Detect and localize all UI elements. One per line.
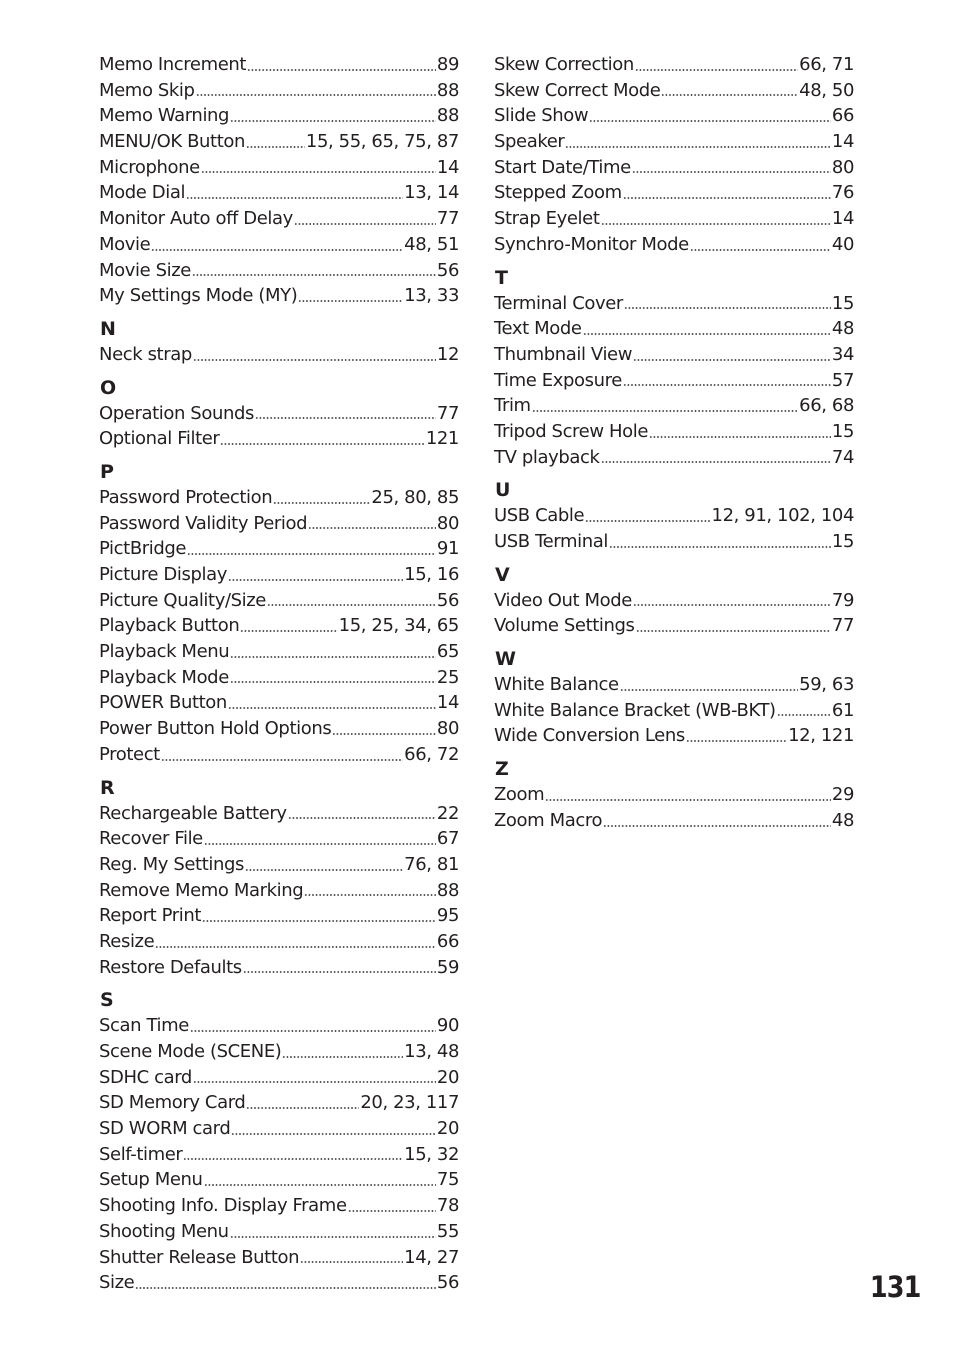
index-page-refs: 66, 68 <box>799 395 854 417</box>
index-letter-heading: R <box>100 776 115 799</box>
dot-leader <box>246 1107 359 1109</box>
dot-leader <box>255 417 436 419</box>
index-entry <box>99 562 459 588</box>
index-term: Skew Correction <box>494 54 634 75</box>
index-term: Speaker <box>494 131 565 153</box>
index-term: Picture Display <box>99 564 227 585</box>
dot-leader <box>246 146 305 148</box>
index-entry <box>494 52 854 78</box>
index-term: Monitor Auto off Delay <box>99 208 293 230</box>
dot-leader <box>620 689 798 691</box>
index-page-refs: 15, 16 <box>404 564 459 585</box>
index-term: Power Button Hold Options <box>99 718 332 740</box>
index-term: Restore Defaults <box>99 956 242 978</box>
index-page-refs: 14 <box>831 131 854 153</box>
index-entry <box>99 103 459 129</box>
dot-leader <box>649 436 831 438</box>
index-entry <box>494 206 854 232</box>
index-entry <box>494 368 854 394</box>
dot-leader <box>240 630 337 632</box>
dot-leader <box>161 759 403 761</box>
index-term: SDHC card <box>99 1066 192 1088</box>
index-page-refs: 59 <box>436 956 459 978</box>
index-term: Playback Button <box>99 615 240 637</box>
index-entry <box>99 342 459 368</box>
index-page-refs: 88 <box>436 879 459 901</box>
index-page-refs: 88 <box>436 105 459 127</box>
index-term: Protect <box>99 743 160 765</box>
index-entry <box>99 536 459 562</box>
index-term: Memo Warning <box>99 105 230 127</box>
index-page-refs: 48, 50 <box>799 79 854 101</box>
index-entry <box>99 180 459 206</box>
dot-leader <box>282 1056 403 1058</box>
index-page-refs: 75 <box>436 1169 459 1191</box>
index-entry <box>99 1193 459 1219</box>
index-page-refs: 66, 71 <box>799 54 854 75</box>
index-letter-heading: S <box>100 989 114 1012</box>
index-term: Shutter Release Button <box>99 1246 300 1268</box>
dot-leader <box>186 197 403 199</box>
index-term: USB Terminal <box>494 531 608 552</box>
dot-leader <box>204 1184 436 1186</box>
index-page-refs: 67 <box>436 828 459 850</box>
index-page-refs: 14, 27 <box>404 1246 459 1268</box>
dot-leader <box>777 714 831 716</box>
index-entry <box>99 485 459 511</box>
dot-leader <box>196 94 436 96</box>
index-page-refs: 20 <box>436 1118 459 1140</box>
index-term: Microphone <box>99 156 200 178</box>
index-page-refs: 79 <box>831 589 854 611</box>
dot-leader <box>187 553 436 555</box>
dot-leader <box>183 1158 403 1160</box>
dot-leader <box>294 223 436 225</box>
index-page-refs: 22 <box>436 802 459 824</box>
index-page-refs: 15 <box>831 531 854 552</box>
dot-leader <box>230 1236 436 1238</box>
index-term: White Balance <box>494 674 619 696</box>
index-page-refs: 13, 33 <box>404 285 459 307</box>
index-column-left <box>99 52 459 1296</box>
index-term: POWER Button <box>99 692 227 714</box>
index-term: Skew Correct Mode <box>494 79 661 101</box>
index-entry <box>99 511 459 537</box>
index-entry <box>494 232 854 258</box>
index-page-refs: 12, 121 <box>788 725 854 747</box>
index-entry <box>494 588 854 614</box>
index-term: Playback Mode <box>99 666 229 688</box>
index-term: Size <box>99 1272 135 1294</box>
index-page-refs: 15 <box>831 292 854 314</box>
index-term: Memo Skip <box>99 79 195 101</box>
index-entry <box>99 1090 459 1116</box>
index-entry <box>494 155 854 181</box>
index-entry <box>99 903 459 929</box>
index-letter-heading: T <box>495 266 508 289</box>
dot-leader <box>201 171 436 173</box>
index-entry <box>99 613 459 639</box>
index-page-refs: 13, 14 <box>404 182 459 204</box>
index-term: Scan Time <box>99 1015 189 1037</box>
index-term: USB Cable <box>494 505 585 527</box>
index-term: Self-timer <box>99 1143 183 1165</box>
dot-leader <box>230 681 436 683</box>
index-letter-heading: V <box>495 563 510 586</box>
index-page-refs: 76, 81 <box>404 853 459 875</box>
index-letter-heading: U <box>495 479 511 502</box>
dot-leader <box>231 1133 436 1135</box>
index-entry <box>494 698 854 724</box>
index-term: Strap Eyelet <box>494 208 600 230</box>
index-entry <box>99 955 459 981</box>
index-column-right <box>494 52 854 834</box>
index-term: Neck strap <box>99 343 192 365</box>
index-page-refs: 121 <box>425 428 459 450</box>
index-entry <box>494 180 854 206</box>
index-entry <box>494 342 854 368</box>
index-page-refs: 14 <box>436 156 459 178</box>
dot-leader <box>228 707 436 709</box>
dot-leader <box>635 69 798 71</box>
index-entry <box>99 1219 459 1245</box>
index-page-refs: 29 <box>831 784 854 806</box>
dot-leader <box>308 527 436 529</box>
index-term: Picture Quality/Size <box>99 589 266 611</box>
index-entry <box>494 419 854 445</box>
dot-leader <box>589 120 831 122</box>
index-entry <box>494 393 854 419</box>
index-entry <box>494 291 854 317</box>
index-entry <box>99 665 459 691</box>
index-term: Reg. My Settings <box>99 853 244 875</box>
index-term: Recover File <box>99 828 203 850</box>
index-term: Report Print <box>99 905 201 927</box>
dot-leader <box>243 971 436 973</box>
index-entry <box>494 445 854 471</box>
index-entry <box>99 878 459 904</box>
dot-leader <box>633 604 831 606</box>
index-term: Thumbnail View <box>494 343 633 365</box>
index-entry <box>99 588 459 614</box>
index-page-refs: 65 <box>436 641 459 663</box>
dot-leader <box>135 1287 436 1289</box>
index-term: Password Validity Period <box>99 512 308 534</box>
index-term: Optional Filter <box>99 428 220 450</box>
index-page-refs: 90 <box>436 1015 459 1037</box>
index-term: Slide Show <box>494 105 589 127</box>
index-term: My Settings Mode (MY) <box>99 285 298 307</box>
dot-leader <box>192 274 436 276</box>
index-term: Rechargeable Battery <box>99 802 287 824</box>
dot-leader <box>300 1261 403 1263</box>
dot-leader <box>661 94 798 96</box>
index-entry <box>494 78 854 104</box>
dot-leader <box>267 604 436 606</box>
index-page-refs: 91 <box>436 538 459 560</box>
index-page-refs: 15 <box>831 420 854 442</box>
index-term: Shooting Menu <box>99 1220 229 1242</box>
dot-leader <box>532 410 798 412</box>
dot-leader <box>633 359 831 361</box>
index-entry <box>99 1039 459 1065</box>
index-page-refs: 12 <box>436 343 459 365</box>
dot-leader <box>193 1081 436 1083</box>
dot-leader <box>585 520 710 522</box>
index-entry <box>99 690 459 716</box>
index-term: Mode Dial <box>99 182 186 204</box>
index-term: Wide Conversion Lens <box>494 725 685 747</box>
index-entry <box>494 316 854 342</box>
index-entry <box>99 852 459 878</box>
index-page-refs: 13, 48 <box>404 1041 459 1062</box>
dot-leader <box>298 300 403 302</box>
page-number: 131 <box>870 1270 921 1304</box>
index-entry <box>494 529 854 555</box>
index-entry <box>494 129 854 155</box>
index-term: Movie <box>99 233 151 255</box>
index-entry <box>99 639 459 665</box>
index-term: Resize <box>99 930 155 952</box>
index-entry <box>494 723 854 749</box>
index-entry <box>99 1116 459 1142</box>
dot-leader <box>230 656 436 658</box>
index-page-refs: 48, 51 <box>404 233 459 255</box>
index-page-refs: 80 <box>436 512 459 534</box>
dot-leader <box>288 817 436 819</box>
index-entry <box>99 283 459 309</box>
index-entry <box>99 929 459 955</box>
dot-leader <box>632 171 831 173</box>
index-page-refs: 88 <box>436 79 459 101</box>
index-letter-heading: Z <box>495 758 509 781</box>
index-term: Synchro-Monitor Mode <box>494 233 689 255</box>
index-page-refs: 66, 72 <box>404 743 459 765</box>
dot-leader <box>348 1210 436 1212</box>
index-term: Memo Increment <box>99 54 247 75</box>
index-page-refs: 56 <box>436 259 459 281</box>
dot-leader <box>220 443 424 445</box>
dot-leader <box>155 946 436 948</box>
index-page-refs: 15, 32 <box>404 1143 459 1165</box>
dot-leader <box>332 733 436 735</box>
index-term: MENU/OK Button <box>99 131 245 153</box>
dot-leader <box>601 461 831 463</box>
index-page-refs: 20, 23, 117 <box>360 1092 459 1114</box>
index-term: Zoom <box>494 784 545 806</box>
index-letter-heading: O <box>100 376 117 399</box>
index-page-refs: 40 <box>831 233 854 255</box>
dot-leader <box>247 69 436 71</box>
index-page-refs: 48 <box>831 318 854 340</box>
index-page-refs: 95 <box>436 905 459 927</box>
index-page-refs: 25 <box>436 666 459 688</box>
index-term: Remove Memo Marking <box>99 879 304 901</box>
index-page-refs: 66 <box>436 930 459 952</box>
index-term: Stepped Zoom <box>494 182 622 204</box>
dot-leader <box>623 197 831 199</box>
index-entry <box>99 129 459 155</box>
index-page-refs: 15, 55, 65, 75, 87 <box>305 131 459 153</box>
dot-leader <box>190 1030 436 1032</box>
index-entry <box>99 52 459 78</box>
index-page-refs: 15, 25, 34, 65 <box>338 615 459 637</box>
index-page-refs: 14 <box>436 692 459 714</box>
index-entry <box>494 672 854 698</box>
dot-leader <box>245 869 403 871</box>
index-page-refs: 14 <box>831 208 854 230</box>
index-page-refs: 76 <box>831 182 854 204</box>
index-entry <box>99 401 459 427</box>
index-page-refs: 56 <box>436 1272 459 1294</box>
dot-leader <box>624 307 831 309</box>
index-term: Setup Menu <box>99 1169 203 1191</box>
dot-leader <box>601 223 831 225</box>
index-page-refs: 77 <box>436 402 459 424</box>
index-page-refs: 57 <box>831 369 854 391</box>
index-page-refs: 25, 80, 85 <box>371 486 459 508</box>
dot-leader <box>273 502 370 504</box>
index-entry <box>99 426 459 452</box>
dot-leader <box>636 630 831 632</box>
index-entry <box>494 613 854 639</box>
index-term: Text Mode <box>494 318 582 340</box>
index-page-refs: 80 <box>831 156 854 178</box>
dot-leader <box>583 333 831 335</box>
index-letter-heading: W <box>495 648 516 671</box>
index-page-refs: 78 <box>436 1195 459 1217</box>
dot-leader <box>204 843 436 845</box>
index-entry <box>99 155 459 181</box>
index-term: PictBridge <box>99 538 187 560</box>
index-term: Operation Sounds <box>99 402 254 424</box>
index-entry <box>99 742 459 768</box>
dot-leader <box>193 359 436 361</box>
index-entry <box>99 78 459 104</box>
index-page-refs: 34 <box>831 343 854 365</box>
index-term: Password Protection <box>99 486 273 508</box>
index-term: Volume Settings <box>494 615 635 637</box>
index-letter-heading: N <box>100 317 116 340</box>
dot-leader <box>623 384 831 386</box>
index-entry <box>99 801 459 827</box>
index-entry <box>99 232 459 258</box>
dot-leader <box>565 146 830 148</box>
index-page-refs: 80 <box>436 718 459 740</box>
index-entry <box>99 258 459 284</box>
index-page-refs: 89 <box>436 54 459 75</box>
index-page-refs: 56 <box>436 589 459 611</box>
dot-leader <box>609 546 831 548</box>
dot-leader <box>202 920 436 922</box>
index-page-refs: 77 <box>831 615 854 637</box>
dot-leader <box>545 799 831 801</box>
index-term: Time Exposure <box>494 369 622 391</box>
index-page-refs: 66 <box>831 105 854 127</box>
index-term: SD Memory Card <box>99 1092 246 1114</box>
index-entry <box>99 1270 459 1296</box>
index-letter-heading: P <box>100 460 114 483</box>
index-page-refs: 20 <box>436 1066 459 1088</box>
dot-leader <box>686 740 787 742</box>
index-term: Trim <box>494 395 531 417</box>
index-entry <box>99 1013 459 1039</box>
index-term: White Balance Bracket (WB-BKT) <box>494 699 776 721</box>
dot-leader <box>230 120 436 122</box>
index-term: Playback Menu <box>99 641 230 663</box>
index-entry <box>494 503 854 529</box>
index-term: Shooting Info. Display Frame <box>99 1195 347 1217</box>
index-term: Start Date/Time <box>494 156 631 178</box>
index-term: TV playback <box>494 446 600 468</box>
index-page-refs: 48 <box>831 809 854 831</box>
index-page-refs: 74 <box>831 446 854 468</box>
index-entry <box>99 1142 459 1168</box>
index-entry <box>494 103 854 129</box>
dot-leader <box>304 894 436 896</box>
index-entry <box>99 1167 459 1193</box>
index-term: Video Out Mode <box>494 589 632 611</box>
index-entry <box>494 808 854 834</box>
index-page-refs: 61 <box>831 699 854 721</box>
dot-leader <box>690 249 831 251</box>
index-entry <box>494 782 854 808</box>
index-entry <box>99 1245 459 1271</box>
index-page-refs: 59, 63 <box>799 674 854 696</box>
index-entry <box>99 1065 459 1091</box>
index-term: Tripod Screw Hole <box>494 420 649 442</box>
index-term: SD WORM card <box>99 1118 231 1140</box>
index-term: Terminal Cover <box>494 292 623 314</box>
index-term: Zoom Macro <box>494 809 603 831</box>
dot-leader <box>603 825 831 827</box>
index-entry <box>99 716 459 742</box>
index-term: Movie Size <box>99 259 191 281</box>
index-entry <box>99 826 459 852</box>
index-page-refs: 55 <box>436 1220 459 1242</box>
dot-leader <box>151 249 403 251</box>
index-entry <box>99 206 459 232</box>
index-term: Scene Mode (SCENE) <box>99 1041 282 1062</box>
index-page-refs: 12, 91, 102, 104 <box>711 505 854 527</box>
index-page-refs: 77 <box>436 208 459 230</box>
dot-leader <box>228 579 403 581</box>
